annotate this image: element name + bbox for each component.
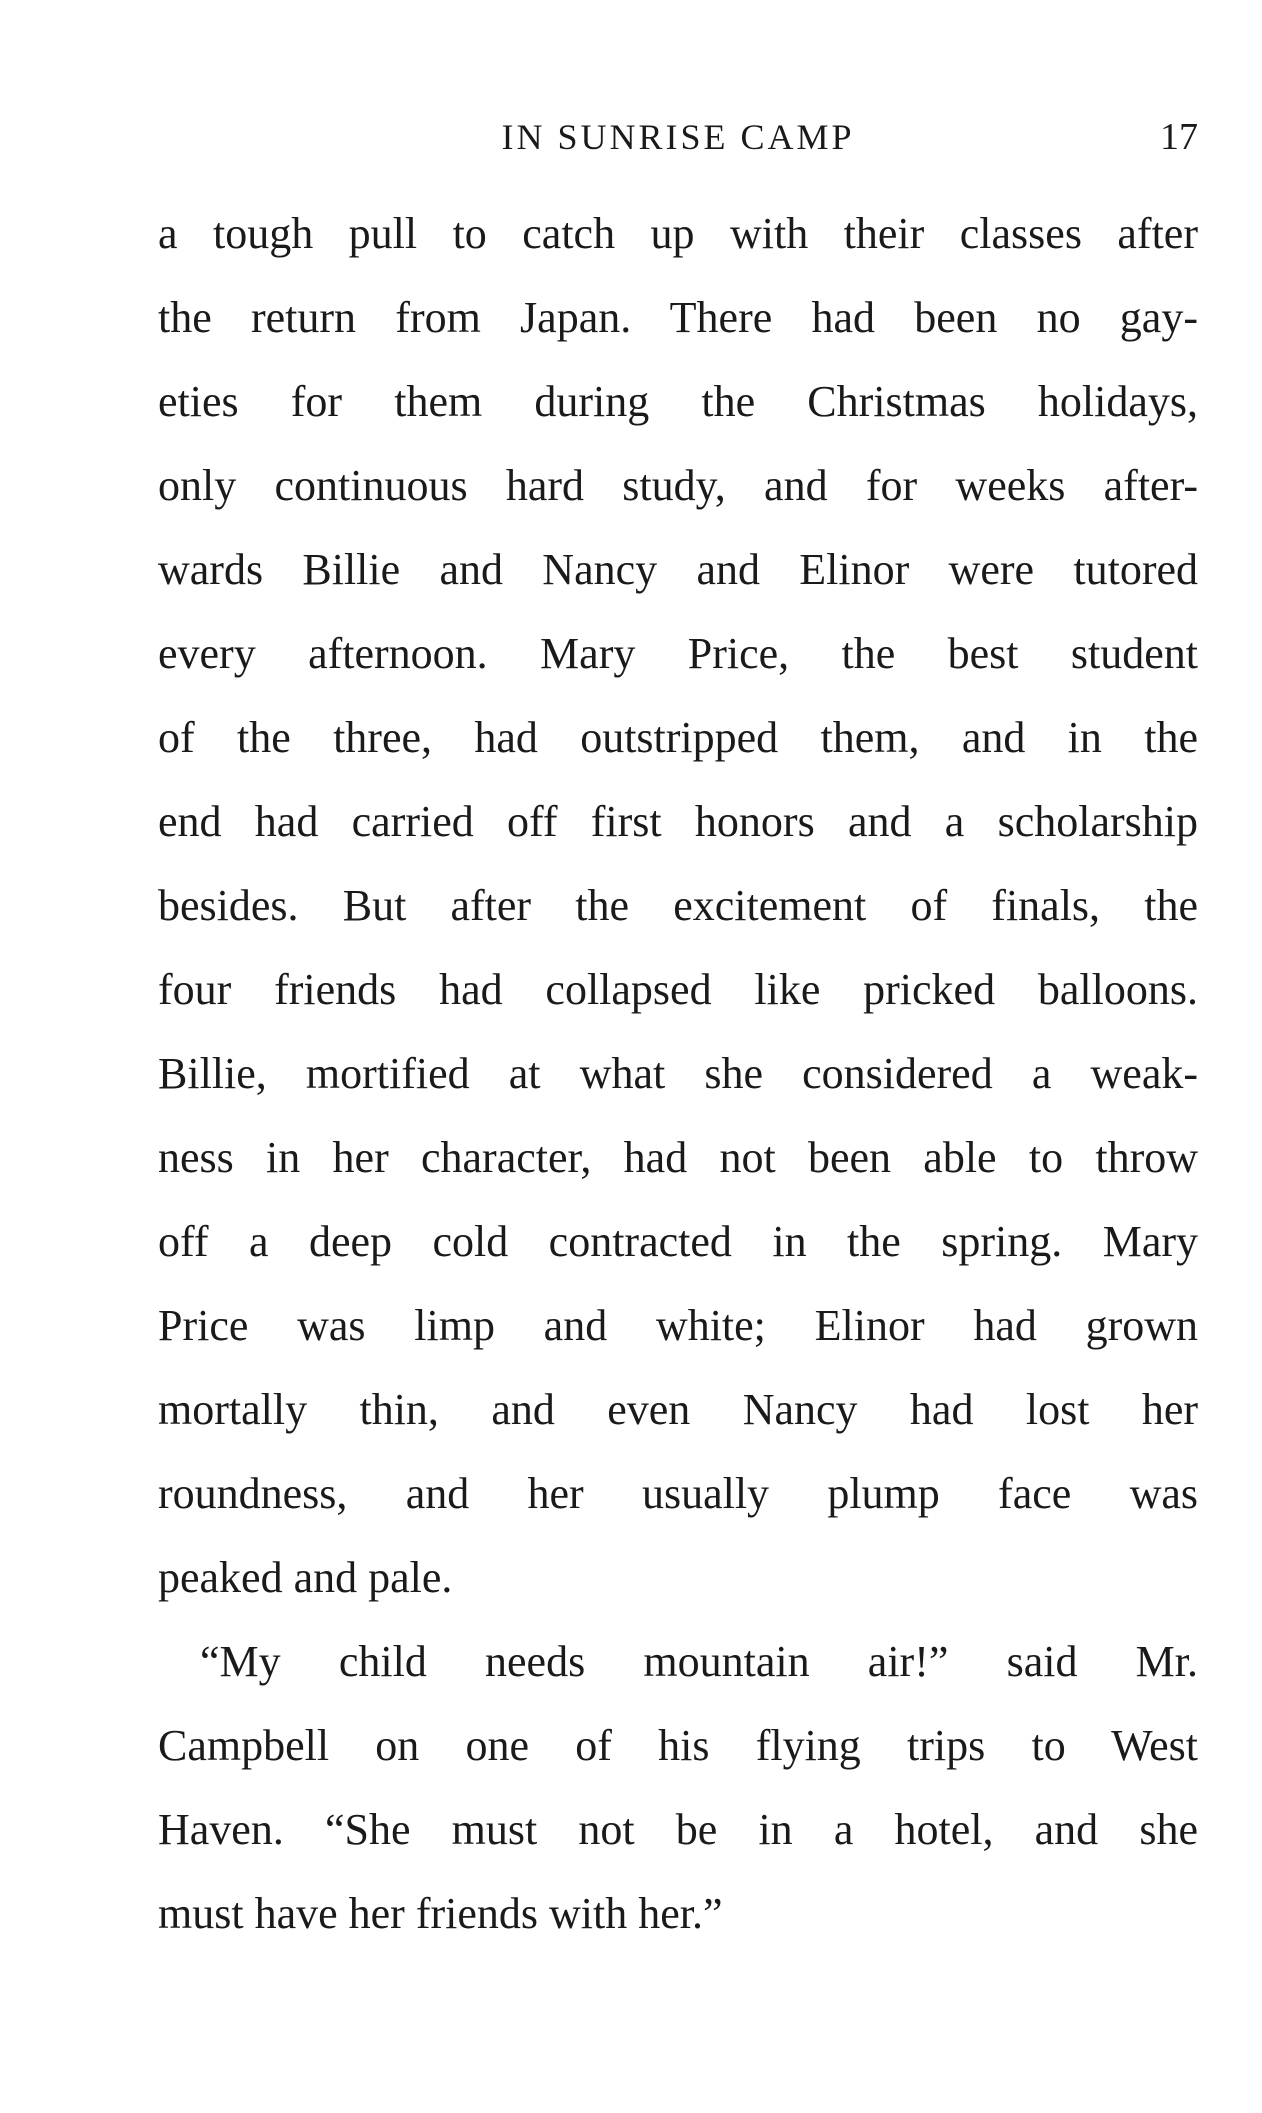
text-line: peaked and pale. (158, 1553, 453, 1602)
text-line: Price was limp and white; Elinor had grown (158, 1301, 1198, 1350)
text-line: “My child needs mountain air!” said Mr. (200, 1637, 1198, 1686)
page-number: 17 (1160, 116, 1198, 158)
text-line: end had carried off first honors and a scholarship (158, 797, 1198, 846)
text-line: of the three, had outstripped them, and in the (158, 713, 1198, 762)
text-line: Haven. “She must not be in a hotel, and she (158, 1805, 1198, 1854)
text-line: wards Billie and Nancy and Elinor were tutored (158, 545, 1198, 594)
text-line: roundness, and her usually plump face was (158, 1469, 1198, 1518)
text-line: every afternoon. Mary Price, the best student (158, 629, 1198, 678)
paragraph (158, 1620, 1198, 1956)
text-line: the return from Japan. There had been no gay- (158, 293, 1198, 342)
text-line: besides. But after the excitement of finals, the (158, 881, 1198, 930)
paragraph (158, 192, 1198, 1620)
text-line: Billie, mortified at what she considered a weak- (158, 1049, 1198, 1098)
running-head (158, 112, 1198, 162)
text-line: mortally thin, and even Nancy had lost her (158, 1385, 1198, 1434)
text-line: four friends had collapsed like pricked balloons. (158, 965, 1198, 1014)
text-line: must have her friends with her.” (158, 1889, 723, 1938)
text-line: a tough pull to catch up with their classes after (158, 209, 1198, 258)
text-line: eties for them during the Christmas holidays, (158, 377, 1198, 426)
running-title: IN SUNRISE CAMP (501, 117, 855, 157)
text-line: off a deep cold contracted in the spring. Mary (158, 1217, 1198, 1266)
body-text (158, 192, 1198, 1956)
text-line: ness in her character, had not been able to throw (158, 1133, 1198, 1182)
text-line: Campbell on one of his flying trips to West (158, 1721, 1198, 1770)
text-line: only continuous hard study, and for weeks after- (158, 461, 1198, 510)
